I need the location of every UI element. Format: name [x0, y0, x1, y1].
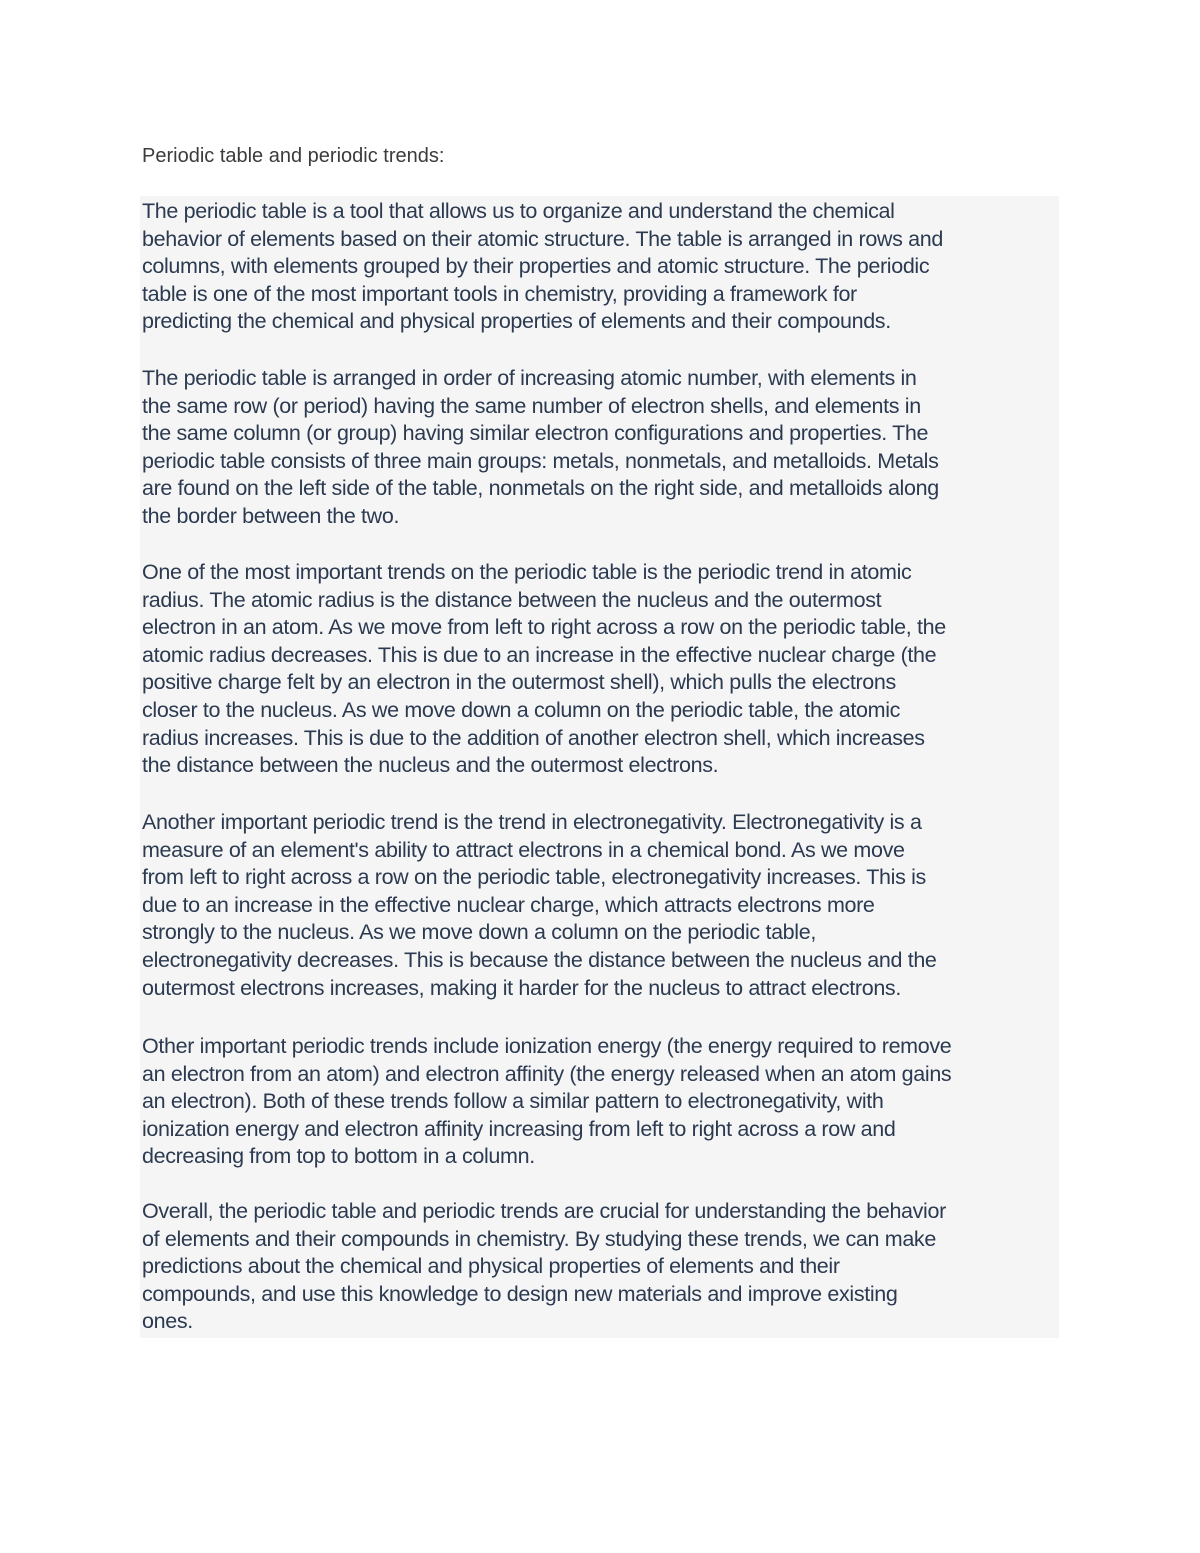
paragraph-line: radius increases. This is due to the addition of another electron shell, which increases	[142, 725, 925, 750]
paragraph-line: are found on the left side of the table, nonmetals on the right side, and metalloids along	[142, 476, 939, 501]
paragraph-line: the distance between the nucleus and the outermost electrons.	[142, 753, 719, 778]
paragraph-line: the same row (or period) having the same number of electron shells, and elements in	[142, 393, 921, 418]
paragraph-line: an electron). Both of these trends follow a similar pattern to electronegativity, with	[142, 1089, 884, 1114]
paragraph-line: electron in an atom. As we move from left to right across a row on the periodic table, the	[142, 615, 946, 640]
paragraph-line: positive charge felt by an electron in the outermost shell), which pulls the electrons	[142, 670, 896, 695]
paragraph-line: electronegativity decreases. This is because the distance between the nucleus and the	[142, 947, 937, 972]
paragraph-line: ionization energy and electron affinity increasing from left to right across a row and	[142, 1116, 896, 1141]
paragraph-line: The periodic table is a tool that allows us to organize and understand the chemical	[142, 199, 895, 223]
document-heading: Periodic table and periodic trends:	[142, 145, 445, 167]
paragraph-line: of elements and their compounds in chemistry. By studying these trends, we can make	[142, 1226, 936, 1251]
paragraph-ionization-affinity	[142, 1033, 1072, 1171]
paragraph-line: due to an increase in the effective nuclear charge, which attracts electrons more	[142, 892, 875, 917]
paragraph-line: strongly to the nucleus. As we move down a column on the periodic table,	[142, 920, 816, 945]
paragraph-line: Other important periodic trends include ionization energy (the energy required to remove	[142, 1034, 952, 1058]
paragraph-line: Overall, the periodic table and periodic trends are crucial for understanding the behavior	[142, 1199, 946, 1223]
paragraph-line: from left to right across a row on the periodic table, electronegativity increases. This is	[142, 865, 926, 890]
paragraph-atomic-radius	[142, 559, 1072, 780]
paragraph-line: periodic table consists of three main groups: metals, nonmetals, and metalloids. Metals	[142, 448, 939, 473]
paragraph-table-arrangement	[142, 365, 1072, 531]
paragraph-line: radius. The atomic radius is the distance between the nucleus and the outermost	[142, 587, 882, 612]
paragraph-line: table is one of the most important tools in chemistry, providing a framework for	[142, 281, 857, 306]
paragraph-periodic-table-intro	[142, 198, 1072, 336]
paragraph-line: the same column (or group) having similar electron configurations and properties. The	[142, 421, 929, 446]
paragraph-line: measure of an element's ability to attract electrons in a chemical bond. As we move	[142, 837, 905, 862]
paragraph-line: predicting the chemical and physical properties of elements and their compounds.	[142, 309, 891, 334]
paragraph-line: behavior of elements based on their atomic structure. The table is arranged in rows and	[142, 226, 943, 251]
paragraph-line: ones.	[142, 1309, 193, 1334]
paragraph-line: atomic radius decreases. This is due to an increase in the effective nuclear charge (the	[142, 642, 937, 667]
paragraph-electronegativity	[142, 809, 1072, 1002]
paragraph-line: One of the most important trends on the periodic table is the periodic trend in atomic	[142, 560, 912, 584]
paragraph-line: predictions about the chemical and physical properties of elements and their	[142, 1254, 840, 1279]
paragraph-line: the border between the two.	[142, 503, 400, 528]
paragraph-line: The periodic table is arranged in order of increasing atomic number, with elements in	[142, 366, 917, 390]
paragraph-line: compounds, and use this knowledge to design new materials and improve existing	[142, 1281, 898, 1306]
paragraph-line: Another important periodic trend is the trend in electronegativity. Electronegativity is a	[142, 810, 922, 834]
paragraph-line: decreasing from top to bottom in a column.	[142, 1144, 535, 1169]
paragraph-line: outermost electrons increases, making it harder for the nucleus to attract electrons.	[142, 975, 901, 1000]
paragraph-line: an electron from an atom) and electron affinity (the energy released when an atom gains	[142, 1061, 952, 1086]
paragraph-line: closer to the nucleus. As we move down a column on the periodic table, the atomic	[142, 697, 901, 722]
paragraph-line: columns, with elements grouped by their properties and atomic structure. The periodic	[142, 254, 930, 279]
paragraph-conclusion	[142, 1198, 1072, 1336]
